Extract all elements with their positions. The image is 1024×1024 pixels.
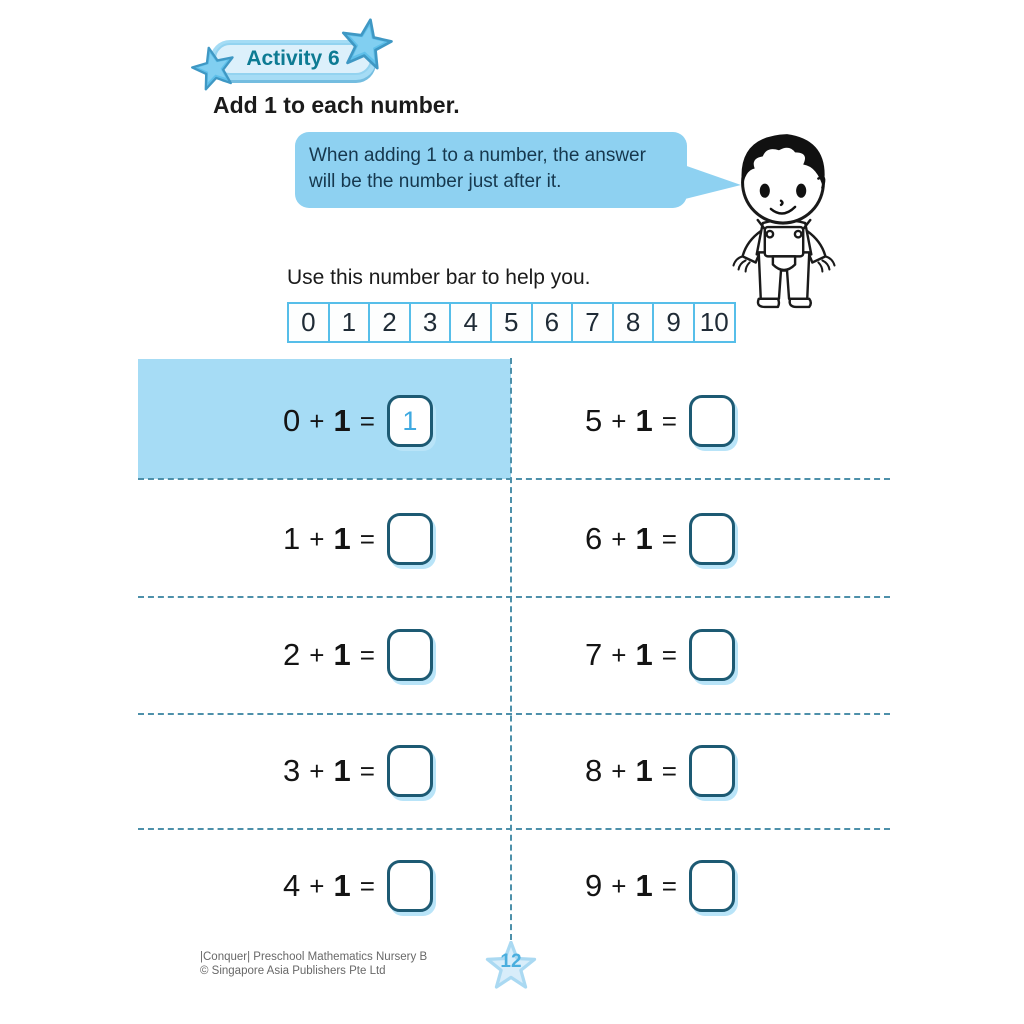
answer-box[interactable] xyxy=(387,745,433,797)
problem-8-plus-1 xyxy=(585,742,735,800)
number-bar-cell: 8 xyxy=(614,304,655,341)
row-divider-dashed xyxy=(138,713,890,715)
plus-sign: + xyxy=(611,523,627,554)
equals-sign: = xyxy=(359,405,375,436)
page-number: 12 xyxy=(500,951,522,972)
number-bar-cell: 4 xyxy=(451,304,492,341)
problem-0-plus-1 xyxy=(283,392,433,450)
problem-7-plus-1 xyxy=(585,626,735,684)
footer-copyright: © Singapore Asia Publishers Pte Ltd xyxy=(200,965,386,977)
addend-number: 7 xyxy=(585,637,603,672)
number-bar-cell: 5 xyxy=(492,304,533,341)
number-bar-cell: 9 xyxy=(654,304,695,341)
activity-badge-label: Activity 6 xyxy=(214,43,372,75)
answer-box[interactable] xyxy=(387,860,433,912)
column-divider-dashed xyxy=(510,358,512,940)
addend-one: 1 xyxy=(333,521,351,556)
addend-one: 1 xyxy=(635,868,653,903)
addend-one: 1 xyxy=(333,868,351,903)
activity-badge xyxy=(191,18,401,96)
answer-box[interactable] xyxy=(689,395,735,447)
addend-number: 5 xyxy=(585,403,603,438)
problem-5-plus-1 xyxy=(585,392,735,450)
plus-sign: + xyxy=(309,870,325,901)
number-bar-cell: 6 xyxy=(533,304,574,341)
addend-one: 1 xyxy=(333,637,351,672)
page-number-star xyxy=(485,941,537,993)
problem-9-plus-1 xyxy=(585,857,735,915)
answer-box[interactable] xyxy=(387,629,433,681)
equals-sign: = xyxy=(359,870,375,901)
answer-value: 1 xyxy=(402,405,418,436)
addend-number: 4 xyxy=(283,868,301,903)
problem-6-plus-1 xyxy=(585,510,735,568)
plus-sign: + xyxy=(309,405,325,436)
number-bar-cell: 7 xyxy=(573,304,614,341)
addend-one: 1 xyxy=(635,403,653,438)
speech-bubble-text: When adding 1 to a number, the answer will be the number just after it. xyxy=(309,145,646,192)
addend-number: 0 xyxy=(283,403,301,438)
equals-sign: = xyxy=(661,639,677,670)
answer-box[interactable] xyxy=(689,745,735,797)
equals-sign: = xyxy=(661,755,677,786)
row-divider-dashed xyxy=(138,596,890,598)
number-bar-cell: 2 xyxy=(370,304,411,341)
problem-3-plus-1 xyxy=(283,742,433,800)
number-bar-cell: 3 xyxy=(411,304,452,341)
equals-sign: = xyxy=(359,523,375,554)
equals-sign: = xyxy=(359,755,375,786)
equals-sign: = xyxy=(359,639,375,670)
addend-one: 1 xyxy=(635,753,653,788)
addend-number: 8 xyxy=(585,753,603,788)
addend-one: 1 xyxy=(333,753,351,788)
star-icon xyxy=(335,14,398,77)
number-bar-cell: 0 xyxy=(289,304,330,341)
plus-sign: + xyxy=(309,523,325,554)
number-bar xyxy=(287,302,736,343)
row-divider-dashed xyxy=(138,478,890,480)
answer-box[interactable] xyxy=(387,395,433,447)
boy-character-illustration xyxy=(698,122,870,314)
problem-1-plus-1 xyxy=(283,510,433,568)
addend-number: 6 xyxy=(585,521,603,556)
answer-box[interactable] xyxy=(387,513,433,565)
problem-4-plus-1 xyxy=(283,857,433,915)
plus-sign: + xyxy=(611,755,627,786)
speech-bubble xyxy=(295,132,687,208)
addend-one: 1 xyxy=(635,637,653,672)
addend-one: 1 xyxy=(333,403,351,438)
plus-sign: + xyxy=(611,639,627,670)
answer-box[interactable] xyxy=(689,629,735,681)
answer-box[interactable] xyxy=(689,513,735,565)
addend-number: 3 xyxy=(283,753,301,788)
plus-sign: + xyxy=(309,755,325,786)
answer-box[interactable] xyxy=(689,860,735,912)
equals-sign: = xyxy=(661,405,677,436)
footer-series-title: |Conquer| Preschool Mathematics Nursery B xyxy=(200,951,428,963)
plus-sign: + xyxy=(611,870,627,901)
footer xyxy=(200,950,427,978)
equals-sign: = xyxy=(661,870,677,901)
addend-number: 1 xyxy=(283,521,301,556)
row-divider-dashed xyxy=(138,828,890,830)
addend-one: 1 xyxy=(635,521,653,556)
number-bar-helper-text: Use this number bar to help you. xyxy=(287,266,591,289)
number-bar-cell: 1 xyxy=(330,304,371,341)
instruction-text: Add 1 to each number. xyxy=(213,92,460,118)
addend-number: 2 xyxy=(283,637,301,672)
number-bar-cell: 10 xyxy=(695,304,734,341)
equals-sign: = xyxy=(661,523,677,554)
addend-number: 9 xyxy=(585,868,603,903)
plus-sign: + xyxy=(309,639,325,670)
plus-sign: + xyxy=(611,405,627,436)
problem-2-plus-1 xyxy=(283,626,433,684)
